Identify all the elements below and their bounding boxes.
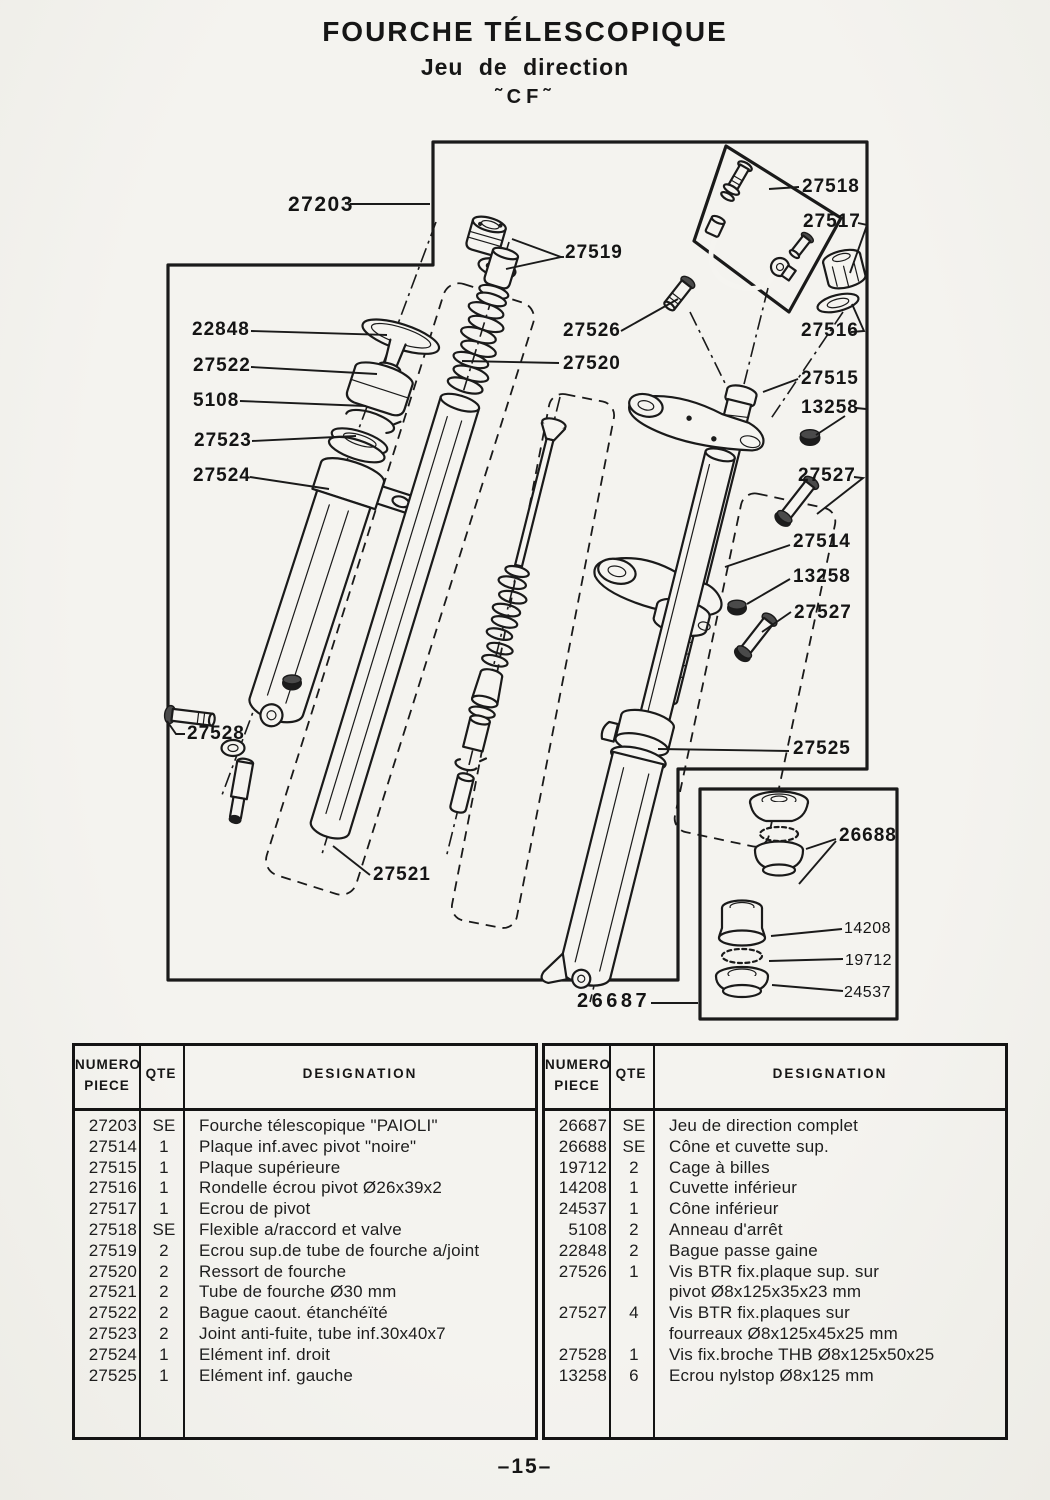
callout-27525: 27525 bbox=[793, 738, 851, 759]
cell-des: Cage à billes bbox=[669, 1157, 770, 1177]
cell-des: Cône inférieur bbox=[669, 1199, 779, 1219]
nut-27517-drawing bbox=[821, 247, 867, 292]
table-row bbox=[75, 1366, 535, 1387]
cell-des: Anneau d'arrêt bbox=[669, 1219, 783, 1239]
pin-drawing bbox=[227, 758, 254, 825]
cell-qty: 1 bbox=[159, 1157, 169, 1177]
cell-num: 27521 bbox=[88, 1282, 137, 1302]
cell-num: 14208 bbox=[558, 1178, 607, 1198]
cell-num: 27515 bbox=[88, 1157, 137, 1177]
table-row bbox=[545, 1282, 1005, 1303]
cell-des: Elément inf. gauche bbox=[199, 1365, 354, 1385]
page-title: FOURCHE TÉLESCOPIQUE bbox=[322, 16, 728, 47]
table-row bbox=[545, 1220, 1005, 1241]
cell-num: 27528 bbox=[558, 1344, 607, 1364]
cell-num: 27518 bbox=[88, 1219, 137, 1239]
cell-num: 27525 bbox=[88, 1365, 137, 1385]
cell-num: 27516 bbox=[88, 1178, 137, 1198]
table-row bbox=[75, 1345, 535, 1366]
cell-des: Plaque supérieure bbox=[199, 1157, 341, 1177]
table-row bbox=[545, 1262, 1005, 1283]
table-row bbox=[545, 1324, 1005, 1345]
callout-22848: 22848 bbox=[192, 319, 250, 340]
table-row bbox=[545, 1178, 1005, 1199]
cell-num: 27203 bbox=[88, 1116, 137, 1135]
page-subtitle: Jeu de direction bbox=[420, 54, 630, 80]
table-row bbox=[75, 1324, 535, 1345]
cell-num: 26688 bbox=[558, 1136, 607, 1156]
callout-27522: 27522 bbox=[193, 355, 251, 376]
callout-27518: 27518 bbox=[802, 176, 860, 197]
nut-drawing bbox=[283, 675, 302, 690]
callout-27527-b: 27527 bbox=[794, 602, 852, 623]
cell-des: Flexible a/raccord et valve bbox=[199, 1219, 402, 1239]
table-row bbox=[545, 1241, 1005, 1262]
callout-27527-a: 27527 bbox=[798, 465, 856, 486]
callout-13258-a: 13258 bbox=[801, 397, 859, 418]
table-row bbox=[75, 1262, 535, 1283]
cell-num: 27523 bbox=[88, 1323, 137, 1343]
cell-des: Ecrou sup.de tube de fourche a/joint bbox=[199, 1240, 480, 1260]
nut-13258a-drawing bbox=[800, 430, 820, 446]
cell-qty: 2 bbox=[159, 1323, 169, 1343]
table-row bbox=[75, 1303, 535, 1324]
table-row bbox=[545, 1199, 1005, 1220]
cell-num: 26687 bbox=[558, 1116, 607, 1135]
cell-des: Ecrou nylstop Ø8x125 mm bbox=[669, 1365, 874, 1385]
cell-qty: 1 bbox=[629, 1178, 639, 1198]
header-numero-piece: NUMERO PIECE bbox=[75, 1057, 141, 1093]
callout-27524: 27524 bbox=[193, 465, 251, 486]
cell-des: Bague passe gaine bbox=[669, 1240, 818, 1260]
cell-num: 19712 bbox=[558, 1157, 607, 1177]
table-row bbox=[75, 1158, 535, 1179]
callout-27520: 27520 bbox=[563, 353, 621, 374]
bolt-27526-drawing bbox=[661, 274, 697, 313]
cell-qty: SE bbox=[152, 1116, 176, 1135]
cell-qty: 6 bbox=[629, 1365, 639, 1385]
callout-5108: 5108 bbox=[193, 390, 240, 411]
table-body bbox=[75, 1111, 535, 1437]
cell-qty: 1 bbox=[629, 1199, 639, 1219]
cell-des: Cuvette inférieur bbox=[669, 1178, 798, 1198]
table-header bbox=[545, 1046, 1005, 1108]
cell-qty: 2 bbox=[629, 1219, 639, 1239]
washer-27516-drawing bbox=[816, 290, 861, 316]
callout-27523: 27523 bbox=[194, 430, 252, 451]
cell-des: Vis BTR fix.plaques sur bbox=[669, 1303, 850, 1323]
cell-num: 27524 bbox=[88, 1344, 137, 1364]
header-numero-piece: NUMERO PIECE bbox=[545, 1057, 611, 1093]
cell-num: 27526 bbox=[558, 1261, 607, 1281]
cell-num: 27522 bbox=[88, 1303, 137, 1323]
cell-qty: 2 bbox=[159, 1303, 169, 1323]
cell-qty: 4 bbox=[629, 1303, 639, 1323]
cell-qty bbox=[612, 1282, 656, 1303]
cell-qty: 2 bbox=[159, 1282, 169, 1302]
parts-table-left bbox=[72, 1043, 538, 1440]
cell-num: 27520 bbox=[88, 1261, 137, 1281]
cell-qty: 1 bbox=[159, 1344, 169, 1364]
cell-des: Elément inf. droit bbox=[199, 1344, 331, 1364]
callout-19712: 19712 bbox=[845, 952, 892, 969]
cell-qty: SE bbox=[622, 1116, 646, 1135]
cell-qty: 1 bbox=[159, 1365, 169, 1385]
cell-qty: 2 bbox=[159, 1240, 169, 1260]
callout-27519: 27519 bbox=[565, 242, 623, 263]
cell-qty: 1 bbox=[159, 1178, 169, 1198]
table-row bbox=[75, 1241, 535, 1262]
parts-table-right bbox=[542, 1043, 1008, 1440]
table-row bbox=[75, 1116, 535, 1137]
callout-27203: 27203 bbox=[288, 193, 354, 216]
cell-des: Ressort de fourche bbox=[199, 1261, 347, 1281]
cell-num: 27527 bbox=[558, 1303, 607, 1323]
callout-13258-b: 13258 bbox=[793, 566, 851, 587]
cell-des: Tube de fourche Ø30 mm bbox=[199, 1282, 397, 1302]
cell-des: Vis fix.broche THB Ø8x125x50x25 bbox=[669, 1344, 935, 1364]
callout-26688: 26688 bbox=[839, 825, 897, 846]
table-row bbox=[545, 1345, 1005, 1366]
cell-qty: 1 bbox=[629, 1344, 639, 1364]
cell-num bbox=[545, 1282, 612, 1303]
table-row bbox=[545, 1158, 1005, 1179]
cell-des: Bague caout. étanchéïté bbox=[199, 1303, 388, 1323]
cell-num: 27517 bbox=[88, 1199, 137, 1219]
cell-des: Jeu de direction complet bbox=[669, 1116, 859, 1135]
callout-27514: 27514 bbox=[793, 531, 851, 552]
cell-qty: SE bbox=[152, 1219, 176, 1239]
cell-qty: 1 bbox=[159, 1136, 169, 1156]
table-row bbox=[75, 1282, 535, 1303]
callout-27521: 27521 bbox=[373, 864, 431, 885]
cell-des: Plaque inf.avec pivot "noire" bbox=[199, 1136, 417, 1156]
cell-qty: 2 bbox=[629, 1157, 639, 1177]
table-row bbox=[545, 1137, 1005, 1158]
bolt-27527b-drawing bbox=[732, 610, 780, 664]
header-qte: QTE bbox=[145, 1066, 177, 1081]
table-row bbox=[75, 1199, 535, 1220]
cell-num: 27514 bbox=[88, 1136, 137, 1156]
table-row bbox=[75, 1178, 535, 1199]
cell-num: 22848 bbox=[558, 1240, 607, 1260]
header-qte: QTE bbox=[615, 1066, 647, 1081]
cell-des: Joint anti-fuite, tube inf.30x40x7 bbox=[199, 1323, 446, 1343]
callout-26687: 26687 bbox=[577, 990, 651, 1012]
table-row bbox=[545, 1303, 1005, 1324]
cell-num bbox=[545, 1324, 612, 1345]
table-row bbox=[75, 1220, 535, 1241]
header-designation: DESIGNATION bbox=[302, 1066, 418, 1081]
cell-qty: 1 bbox=[629, 1261, 639, 1281]
cell-num: 13258 bbox=[558, 1365, 607, 1385]
callout-27528: 27528 bbox=[187, 723, 245, 744]
callout-14208: 14208 bbox=[844, 920, 891, 937]
cell-des: fourreaux Ø8x125x45x25 mm bbox=[669, 1323, 898, 1343]
cell-qty: 2 bbox=[159, 1261, 169, 1281]
table-row bbox=[545, 1366, 1005, 1387]
nut-13258b-drawing bbox=[728, 600, 747, 615]
model-code: ˜CF˜ bbox=[495, 86, 555, 108]
cell-des: pivot Ø8x125x35x23 mm bbox=[669, 1282, 862, 1302]
cell-des: Vis BTR fix.plaque sup. sur bbox=[669, 1261, 880, 1281]
cell-des: Rondelle écrou pivot Ø26x39x2 bbox=[199, 1178, 443, 1198]
cell-des: Cône et cuvette sup. bbox=[669, 1136, 829, 1156]
callout-27526: 27526 bbox=[563, 320, 621, 341]
table-row bbox=[75, 1137, 535, 1158]
table-header bbox=[75, 1046, 535, 1108]
cell-qty: SE bbox=[622, 1136, 646, 1156]
table-body bbox=[545, 1111, 1005, 1437]
cell-qty bbox=[612, 1324, 656, 1345]
cell-des: Ecrou de pivot bbox=[199, 1199, 311, 1219]
cell-qty: 2 bbox=[629, 1240, 639, 1260]
header-designation: DESIGNATION bbox=[772, 1066, 888, 1081]
callout-27515: 27515 bbox=[801, 368, 859, 389]
cell-qty: 1 bbox=[159, 1199, 169, 1219]
damper-rod-drawing bbox=[442, 415, 571, 816]
callout-27517: 27517 bbox=[803, 211, 861, 232]
table-row bbox=[545, 1116, 1005, 1137]
callout-24537: 24537 bbox=[844, 984, 891, 1001]
callout-27516: 27516 bbox=[801, 320, 859, 341]
cell-num: 5108 bbox=[568, 1219, 607, 1239]
cell-num: 24537 bbox=[558, 1199, 607, 1219]
cell-num: 27519 bbox=[88, 1240, 137, 1260]
page-number: –15– bbox=[497, 1455, 553, 1478]
cell-des: Fourche télescopique "PAIOLI" bbox=[199, 1116, 438, 1135]
